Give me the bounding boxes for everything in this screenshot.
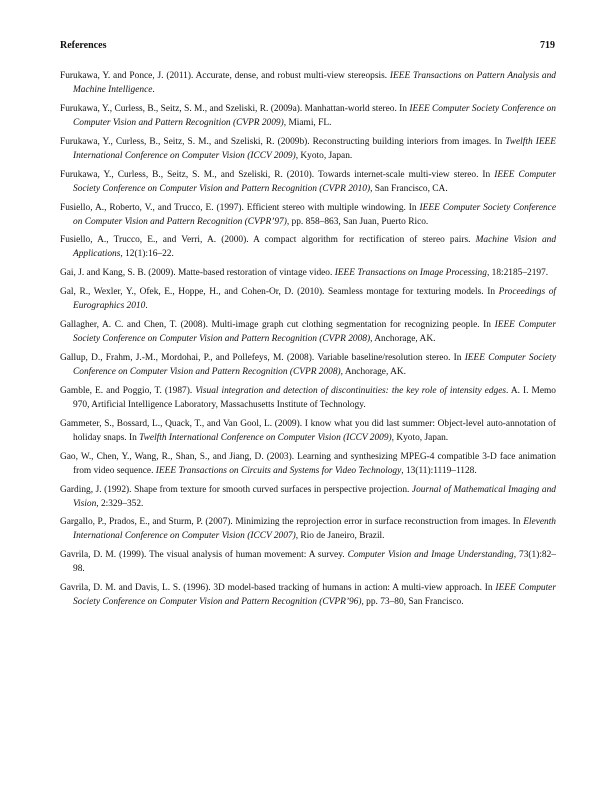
reference-entry (60, 201, 556, 229)
reference-details: , 12(1):16–22. (120, 249, 174, 260)
reference-entry (60, 69, 556, 97)
reference-text: Gallup, D., Frahm, J.-M., Mordohai, P., and Pollefeys, M. (2008). Variable baseline/resolution stereo. In (60, 353, 465, 364)
reference-details: , Miami, FL. (283, 117, 332, 128)
reference-entry (60, 483, 556, 511)
reference-details: , Kyoto, Japan. (295, 150, 353, 161)
reference-details: , 73(1):82–98. (73, 550, 556, 575)
reference-text: Garding, J. (1992). Shape from texture for smooth curved surfaces in perspective projection. (60, 484, 412, 495)
reference-entry (60, 515, 556, 543)
reference-text: Fusiello, A., Trucco, E., and Verri, A. (2000). A compact algorithm for rectification of stereo pairs. (60, 235, 476, 246)
reference-text: Furukawa, Y., Curless, B., Seitz, S. M., and Szeliski, R. (2009b). Reconstructing building interiors from images. In (60, 136, 506, 147)
reference-text: Furukawa, Y. and Ponce, J. (2011). Accurate, dense, and robust multi-view stereopsis. (60, 71, 390, 81)
reference-text: Gavrila, D. M. and Davis, L. S. (1996). 3D model-based tracking of humans in action: A multi-view approach. In (60, 583, 496, 594)
reference-entry (60, 384, 556, 412)
reference-venue: Twelfth IEEE International Conference on Computer Vision (ICCV 2009) (73, 136, 556, 161)
page-number: 719 (540, 40, 555, 51)
reference-list (60, 69, 556, 614)
reference-text: Gavrila, D. M. (1999). The visual analysis of human movement: A survey. (60, 550, 348, 561)
reference-venue: IEEE Computer Society Conference on Computer Vision and Pattern Recognition (CVPR 2008) (73, 353, 556, 378)
reference-details: . (145, 301, 148, 312)
reference-venue: Eleventh International Conference on Computer Vision (ICCV 2007) (73, 517, 556, 542)
reference-text: Gallagher, A. C. and Chen, T. (2008). Multi-image graph cut clothing segmentation for recognizing people. In (60, 320, 495, 331)
reference-entry (60, 548, 556, 576)
reference-details: , Rio de Janeiro, Brazil. (295, 531, 385, 542)
reference-details: , Anchorage, AK. (340, 367, 407, 378)
reference-entry (60, 102, 556, 130)
reference-venue: IEEE Transactions on Pattern Analysis and Machine Intelligence (73, 71, 556, 95)
reference-entry (60, 233, 556, 261)
reference-text: Gamble, E. and Poggio, T. (1987). (60, 385, 196, 396)
reference-text: Gai, J. and Kang, S. B. (2009). Matte-based restoration of vintage video. (60, 268, 335, 279)
reference-entry (60, 450, 556, 478)
reference-details: . (152, 85, 155, 95)
reference-entry (60, 318, 556, 346)
reference-details: , pp. 73–80, San Francisco. (361, 597, 464, 608)
reference-details: , Anchorage, AK. (370, 334, 436, 345)
running-head: References (60, 40, 107, 51)
page-header (60, 40, 555, 51)
reference-venue: Twelfth International Conference on Computer Vision (ICCV 2009) (139, 432, 392, 443)
reference-venue: Machine Vision and Applications (73, 235, 557, 260)
reference-details: , 18:2185–2197. (486, 268, 549, 279)
reference-venue: IEEE Computer Society Conference on Computer Vision and Pattern Recognition (CVPR 2009) (73, 103, 556, 128)
reference-entry (60, 168, 556, 196)
reference-details: . A. I. Memo 970, Artificial Intelligence Laboratory, Massachusetts Institute of Technology. (73, 385, 556, 410)
reference-text: Furukawa, Y., Curless, B., Seitz, S. M., and Szeliski, R. (2010). Towards internet-scale multi-view stereo. In (60, 169, 495, 180)
reference-text: Gao, W., Chen, Y., Wang, R., Shan, S., and Jiang, D. (2003). Learning and synthesizing MPEG-4 compatible 3-D face animation from video sequence. (60, 451, 556, 476)
reference-venue: IEEE Computer Society Conference on Computer Vision and Pattern Recognition (CVPR’97) (73, 202, 557, 227)
reference-text: Gargallo, P., Prados, E., and Sturm, P. (2007). Minimizing the reprojection error in surface reconstruction from images. In (60, 517, 524, 528)
reference-details: , San Francisco, CA. (370, 183, 448, 194)
reference-venue: IEEE Computer Society Conference on Computer Vision and Pattern Recognition (CVPR 2010) (73, 169, 556, 194)
reference-text: Gammeter, S., Bossard, L., Quack, T., and Van Gool, L. (2009). I know what you did last summer: Object-level auto-annotation of holiday snaps. In (60, 418, 556, 443)
reference-venue: Visual integration and detection of discontinuities: the key role of intensity edges (195, 385, 507, 396)
reference-entry (60, 285, 556, 313)
reference-entry (60, 135, 556, 163)
reference-entry (60, 351, 556, 379)
reference-details: , 13(11):1119–1128. (401, 465, 477, 476)
reference-venue: IEEE Computer Society Conference on Computer Vision and Pattern Recognition (CVPR 2008) (73, 320, 556, 345)
reference-entry (60, 581, 556, 609)
reference-venue: IEEE Transactions on Circuits and Systems for Video Technology (155, 465, 402, 476)
reference-text: Gal, R., Wexler, Y., Ofek, E., Hoppe, H., and Cohen-Or, D. (2010). Seamless montage for texturing models. In (60, 287, 499, 298)
reference-venue: Proceedings of Eurographics 2010 (73, 287, 556, 312)
reference-details: , 2:329–352. (96, 498, 144, 509)
reference-venue: Journal of Mathematical Imaging and Vision (73, 484, 556, 509)
reference-entry (60, 266, 556, 280)
reference-text: Furukawa, Y., Curless, B., Seitz, S. M., and Szeliski, R. (2009a). Manhattan-world stereo. In (60, 103, 410, 114)
reference-venue: IEEE Computer Society Conference on Computer Vision and Pattern Recognition (CVPR’96) (73, 583, 556, 608)
reference-entry (60, 417, 556, 445)
reference-text: Fusiello, A., Roberto, V., and Trucco, E. (1997). Efficient stereo with multiple windowing. In (60, 202, 420, 213)
reference-details: , Kyoto, Japan. (391, 432, 449, 443)
reference-venue: IEEE Transactions on Image Processing (334, 268, 487, 279)
reference-venue: Computer Vision and Image Understanding (347, 550, 514, 561)
reference-details: , pp. 858–863, San Juan, Puerto Rico. (286, 216, 429, 227)
